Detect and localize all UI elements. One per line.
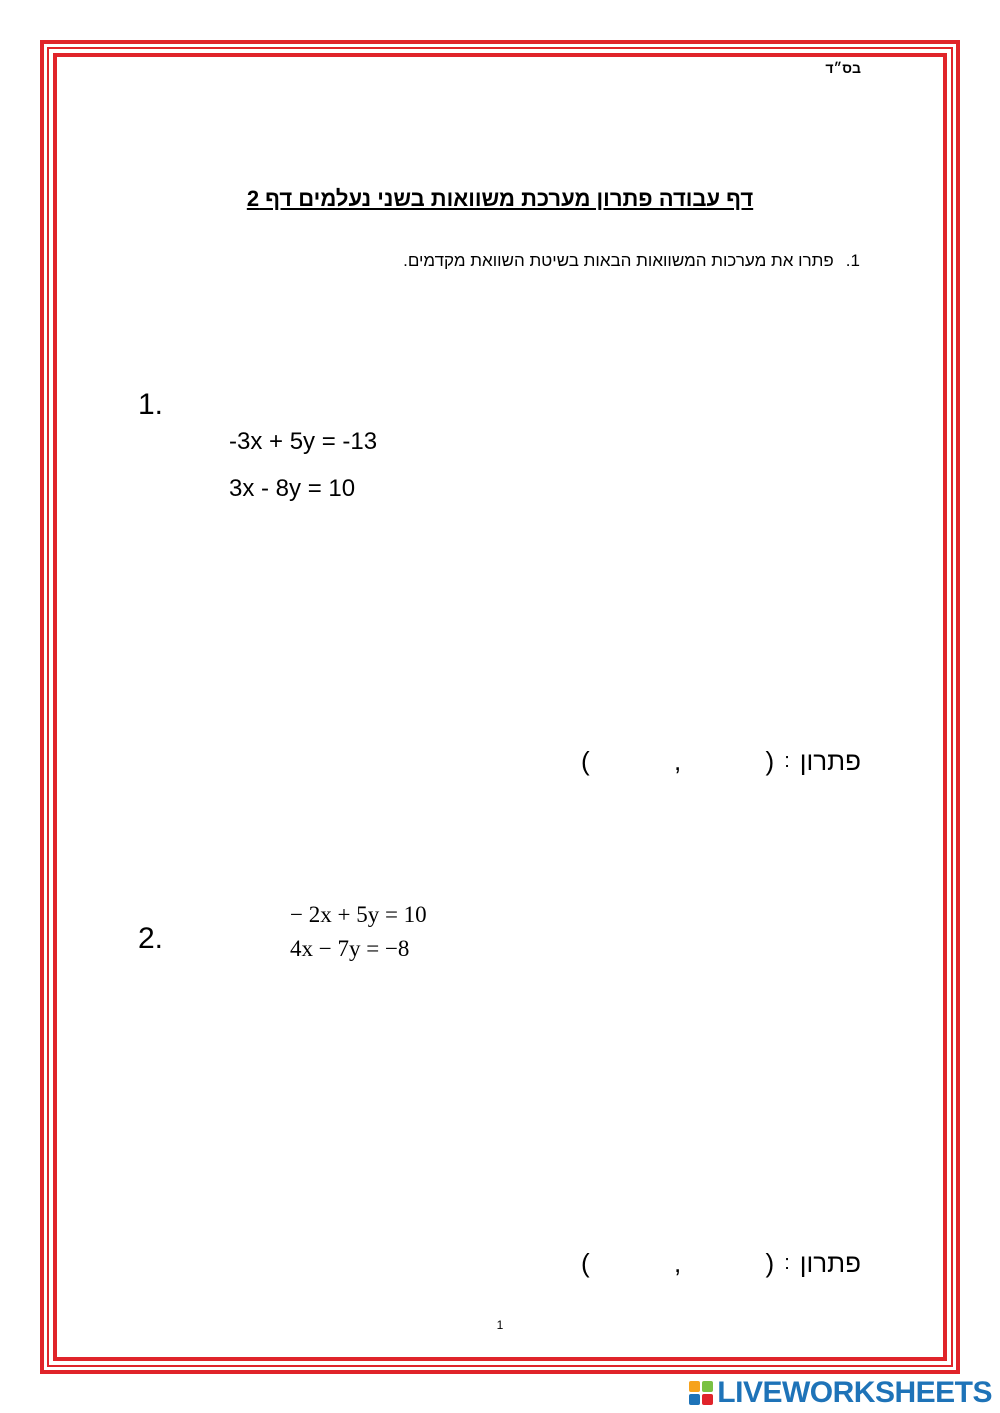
equation-line: − 2x + 5y = 10 [290, 902, 427, 927]
bsd-header: בס״ד [825, 60, 861, 76]
answer-close-paren: ) [580, 1248, 590, 1278]
instruction-text: פתרו את מערכות המשוואות הבאות בשיטת השוואת מקדמים. [403, 251, 834, 270]
liveworksheets-icon [689, 1381, 713, 1405]
instruction-number: 1. [845, 251, 860, 270]
equation-line: -3x + 5y = -13 [229, 428, 378, 455]
worksheet-title: דף עבודה פתרון מערכת משוואות בשני נעלמים דף 2 [246, 186, 754, 211]
answer-colon: : [784, 1252, 790, 1274]
equation-line: 3x - 8y = 10 [229, 475, 356, 502]
answer-label: פתרון [799, 1248, 861, 1278]
answer-comma: , [673, 746, 682, 776]
answer-open-paren: ( [765, 1248, 775, 1278]
liveworksheets-logo [689, 1376, 992, 1410]
answer-colon: : [784, 750, 790, 772]
page-border-inner [53, 53, 947, 1361]
answer-close-paren: ) [580, 746, 590, 776]
equation-line: 4x − 7y = −8 [290, 936, 410, 961]
answer-field[interactable] [581, 746, 861, 777]
question-number: 2. [138, 922, 164, 955]
page-number: 1 [496, 1318, 504, 1332]
liveworksheets-wordmark: LIVEWORKSHEETS [717, 1376, 992, 1409]
answer-field[interactable] [581, 1248, 861, 1279]
instruction-line [403, 251, 860, 271]
answer-open-paren: ( [765, 746, 775, 776]
question-number: 1. [138, 388, 164, 421]
answer-comma: , [673, 1248, 682, 1278]
answer-label: פתרון [799, 746, 861, 776]
